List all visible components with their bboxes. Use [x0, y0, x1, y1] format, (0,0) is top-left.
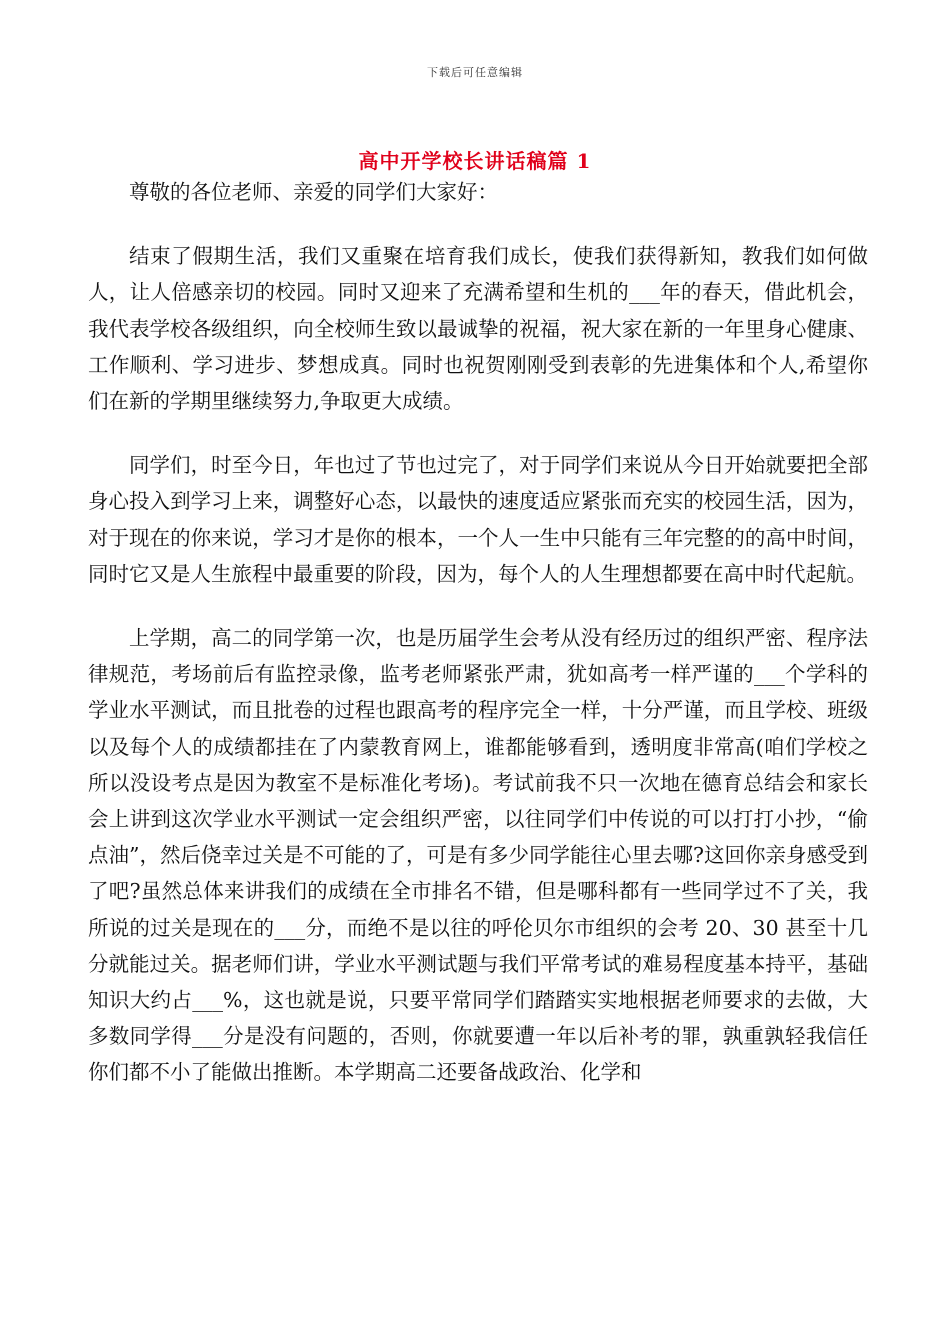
document-title: 高中开学校长讲话稿篇 1	[358, 149, 592, 173]
header-note: 下载后可任意编辑	[427, 66, 523, 79]
greeting-paragraph: 尊敬的各位老师、亲爱的同学们大家好：	[129, 180, 498, 204]
body-paragraph-1: 结束了假期生活，我们又重聚在培育我们成长，使我们获得新知，教我们如何做人，让人倍感亲切的校园。同时又迎来了充满希望和生机的___年的春天，借此机会，我代表学校各级组织，向全校师生致以最诚挚的祝福，祝大家在新的一年里身心健康、工作顺利、学习进步、梦想成真。同时也祝贺刚刚受到表彰的先进集体和个人,希望你们在新的学期里继续努力,争取更大成绩。	[88, 244, 868, 414]
body-paragraph-3: 上学期，高二的同学第一次，也是历届学生会考从没有经历过的组织严密、程序法律规范，考场前后有监控录像，监考老师紧张严肃，犹如高考一样严谨的___个学科的学业水平测试，而且批卷的过程也跟高考的程序完全一样，十分严谨，而且学校、班级以及每个人的成绩都挂在了内蒙教育网上，谁都能够看到，透明度非常高(咱们学校之所以没设考点是因为教室不是标准化考场)。考试前我不只一次地在德育总结会和家长会上讲到这次学业水平测试一定会组织严密，以往同学们中传说的可以打打小抄，“偷点油”，然后侥幸过关是不可能的了，可是有多少同学能往心里去哪?这回你亲身感受到了吧?虽然总体来讲我们的成绩在全市排名不错，但是哪科都有一些同学过不了关，我所说的过关是现在的___分，而绝不是以往的呼伦贝尔市组织的会考 20、30 甚至十几分就能过关。据老师们讲，学业水平测试题与我们平常考试的难易程度基本持平，基础知识大约占___%，这也就是说，只要平常同学们踏踏实实地根据老师要求的去做，大多数同学得___分是没有问题的，否则，你就要遭一年以后补考的罪，孰重孰轻我信任你们都不小了能做出推断。本学期高二还要备战政治、化学和	[88, 626, 868, 1085]
body-paragraph-2: 同学们，时至今日，年也过了节也过完了，对于同学们来说从今日开始就要把全部身心投入到学习上来，调整好心态，以最快的速度适应紧张而充实的校园生活，因为，对于现在的你来说，学习才是你的根本，一个人一生中只能有三年完整的的高中时间，同时它又是人生旅程中最重要的阶段，因为，每个人的人生理想都要在高中时代起航。	[88, 453, 868, 586]
document-body	[88, 168, 868, 1119]
